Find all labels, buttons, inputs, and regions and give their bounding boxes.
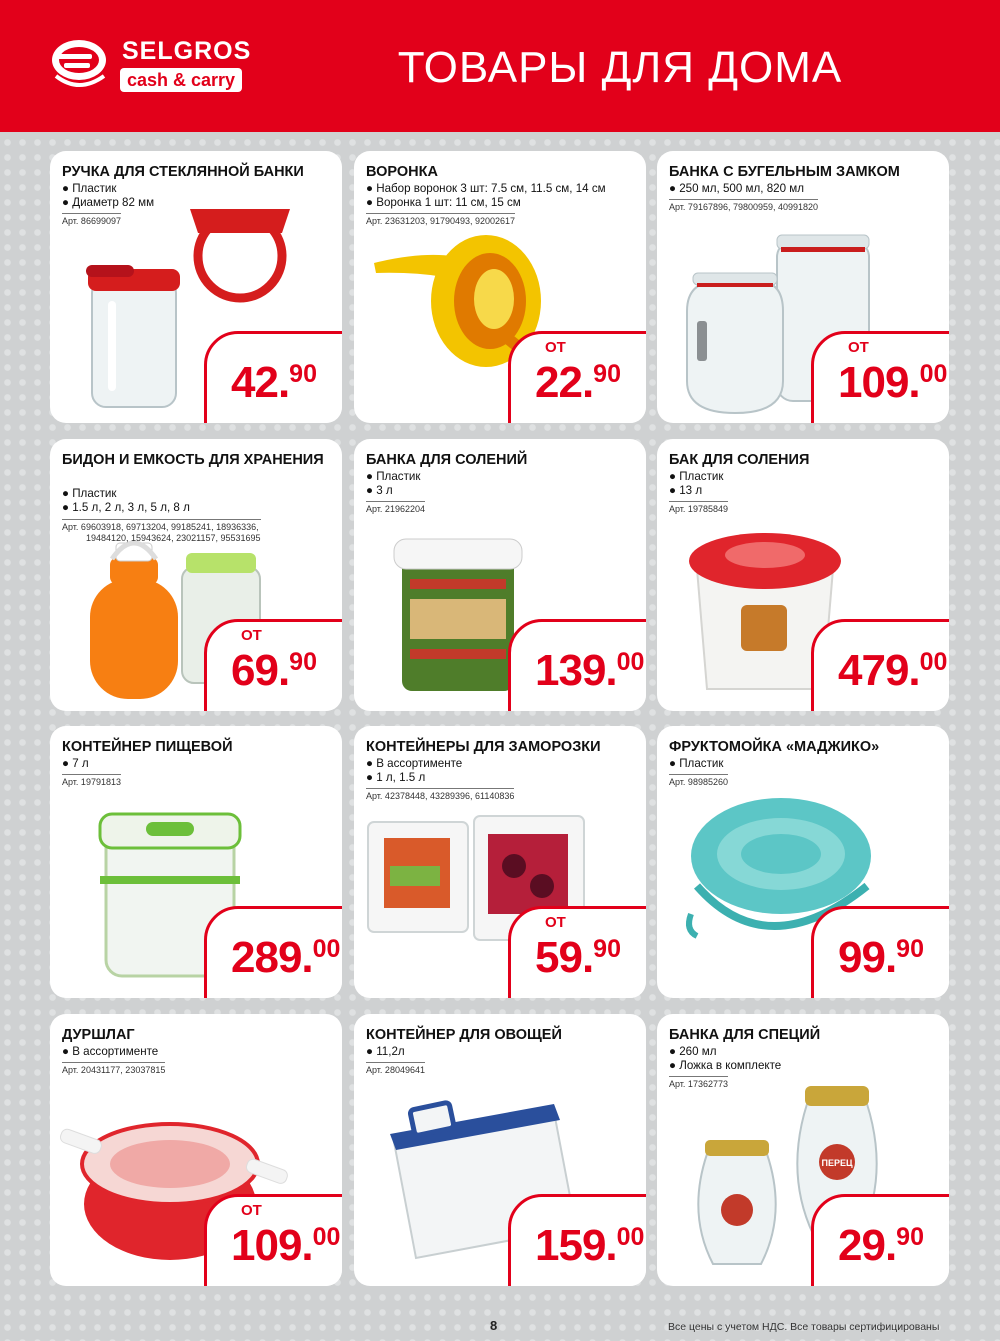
- product-title: ВОРОНКА: [366, 164, 438, 180]
- price-tag: [508, 331, 646, 423]
- price: [231, 635, 317, 708]
- product-title: КОНТЕЙНЕРЫ ДЛЯ ЗАМОРОЗКИ: [366, 739, 601, 755]
- spec-item: ● Пластик: [62, 487, 117, 500]
- article-numbers: [366, 501, 425, 515]
- article-row: Арт. 21962204: [366, 504, 425, 514]
- price-tag: [811, 619, 949, 711]
- article-row: Арт. 28049641: [366, 1065, 425, 1075]
- price-cents: 00: [312, 935, 341, 963]
- product-title: БАНКА ДЛЯ СПЕЦИЙ: [669, 1027, 821, 1043]
- price-tag: [204, 619, 342, 711]
- price: [535, 347, 621, 420]
- article-row: 19484120, 15943624, 23021157, 95531695: [86, 533, 261, 543]
- price: [231, 922, 340, 995]
- product-title: КОНТЕЙНЕР ПИЩЕВОЙ: [62, 739, 233, 755]
- article-row: Арт. 19785849: [669, 504, 728, 514]
- article-numbers: [62, 1062, 165, 1076]
- spec-item: ● Диаметр 82 мм: [62, 196, 155, 209]
- product-specs: [669, 1045, 944, 1073]
- article-numbers: [62, 213, 121, 227]
- product-specs: [366, 757, 641, 785]
- product-card-funnel: [354, 151, 646, 423]
- product-specs: [366, 182, 641, 210]
- product-title: [62, 452, 334, 469]
- product-specs: [669, 470, 944, 498]
- product-card-clip-jar: [657, 151, 949, 423]
- product-card-food-container: [50, 726, 342, 998]
- price-tag: [811, 1194, 949, 1286]
- price-tag: [204, 906, 342, 998]
- price-whole: 479.: [838, 646, 920, 695]
- article-row: Арт. 42378448, 43289396, 61140836: [366, 791, 515, 801]
- price-whole: 289.: [231, 933, 313, 982]
- page-number: 8: [490, 1318, 498, 1333]
- price-cents: 90: [289, 648, 317, 676]
- price-cents: 90: [896, 1223, 924, 1251]
- article-row: Арт. 86699097: [62, 216, 121, 226]
- spec-item: ● 1 л, 1.5 л: [366, 771, 426, 784]
- product-card-canister: [50, 439, 342, 711]
- price-whole: 139.: [535, 646, 617, 695]
- product-card-colander: [50, 1014, 342, 1286]
- article-numbers: [366, 213, 515, 227]
- article-numbers: [62, 519, 261, 544]
- article-row: Арт. 23631203, 91790493, 92002617: [366, 216, 516, 226]
- price-from-label: ОТ: [545, 914, 566, 931]
- product-specs: [62, 757, 337, 771]
- product-card-vegetable-container: [354, 1014, 646, 1286]
- price-cents: 00: [312, 1223, 341, 1251]
- product-specs: [62, 487, 337, 515]
- price: [231, 347, 317, 420]
- brand-name: SELGROS: [122, 37, 252, 65]
- price-cents: 90: [896, 935, 924, 963]
- product-card-spice-jar: [657, 1014, 949, 1286]
- spec-item: ● Пластик: [366, 470, 421, 483]
- product-title-text: БИДОН И ЕМКОСТЬ ДЛЯ ХРАНЕНИЯ: [62, 452, 324, 468]
- page-title: ТОВАРЫ ДЛЯ ДОМА: [397, 43, 843, 92]
- article-numbers: [366, 788, 514, 802]
- spec-item: ● Пластик: [669, 470, 724, 483]
- product-title: БАНКА ДЛЯ СОЛЕНИЙ: [366, 452, 528, 468]
- price-cents: 00: [616, 1223, 645, 1251]
- product-card-pickle-tank: [657, 439, 949, 711]
- selgros-logo: [48, 36, 278, 100]
- article-numbers: [669, 501, 728, 515]
- product-card-fruit-washer: [657, 726, 949, 998]
- article-row: Арт. 19791813: [62, 777, 121, 787]
- article-row: Арт. 20431177, 23037815: [62, 1065, 166, 1075]
- product-card-jar-handle: [50, 151, 342, 423]
- product-card-pickle-jar: [354, 439, 646, 711]
- price: [535, 1210, 644, 1283]
- price-cents: 90: [593, 360, 621, 388]
- spec-item: ● Пластик: [669, 757, 724, 770]
- price-whole: 109.: [838, 358, 920, 407]
- footer-disclaimer: Все цены с учетом НДС. Все товары сертифицированы: [668, 1321, 940, 1333]
- price-whole: 42.: [231, 358, 290, 407]
- article-numbers: [62, 774, 121, 788]
- price-cents: 90: [289, 360, 317, 388]
- price-cents: 90: [593, 935, 621, 963]
- price-tag: [508, 1194, 646, 1286]
- product-title: КОНТЕЙНЕР ДЛЯ ОВОЩЕЙ: [366, 1027, 562, 1043]
- article-row: Арт. 98985260: [669, 777, 728, 787]
- product-title: РУЧКА ДЛЯ СТЕКЛЯННОЙ БАНКИ: [62, 164, 304, 180]
- spec-item: ● 260 мл: [669, 1045, 717, 1058]
- price: [231, 1210, 340, 1283]
- product-title: БАНКА С БУГЕЛЬНЫМ ЗАМКОМ: [669, 164, 900, 180]
- price: [535, 635, 644, 708]
- price-whole: 59.: [535, 933, 594, 982]
- spec-item: ● 13 л: [669, 484, 703, 497]
- article-row: Арт. 69603918, 69713204, 99185241, 18936336,: [62, 522, 259, 532]
- spec-item: ● В ассортименте: [62, 1045, 159, 1058]
- price-whole: 99.: [838, 933, 897, 982]
- price-whole: 159.: [535, 1221, 617, 1270]
- price-from-label: ОТ: [848, 339, 869, 356]
- price-whole: 69.: [231, 646, 290, 695]
- spec-item: ● Воронка 1 шт: 11 см, 15 см: [366, 196, 521, 209]
- product-title: ФРУКТОМОЙКА «МАДЖИКО»: [669, 739, 880, 755]
- article-numbers: [366, 1062, 425, 1076]
- spec-item: ● 250 мл, 500 мл, 820 мл: [669, 182, 805, 195]
- product-card-freezer-containers: [354, 726, 646, 998]
- product-title: ДУРШЛАГ: [62, 1027, 135, 1043]
- price-tag: [204, 1194, 342, 1286]
- product-specs: [366, 1045, 641, 1059]
- price-whole: 109.: [231, 1221, 313, 1270]
- product-specs: [62, 1045, 337, 1059]
- product-specs: [669, 182, 944, 196]
- price-from-label: ОТ: [545, 339, 566, 356]
- spec-item: ● В ассортименте: [366, 757, 463, 770]
- product-specs: [62, 182, 337, 210]
- page-header: [0, 0, 1000, 132]
- price: [838, 347, 947, 420]
- price-cents: 00: [919, 648, 948, 676]
- spec-item: ● 1.5 л, 2 л, 3 л, 5 л, 8 л: [62, 501, 190, 514]
- price-tag: [508, 619, 646, 711]
- price-tag: [811, 331, 949, 423]
- spice-jar-label: ПЕРЕЦ: [821, 1158, 853, 1168]
- price-from-label: ОТ: [241, 627, 262, 644]
- price-cents: 00: [919, 360, 948, 388]
- brand-tagline: cash & carry: [120, 68, 242, 92]
- price: [838, 922, 924, 995]
- spec-item: ● Пластик: [62, 182, 117, 195]
- product-specs: [669, 757, 944, 771]
- price-from-label: ОТ: [241, 1202, 262, 1219]
- article-row: Арт. 79167896, 79800959, 40991820: [669, 202, 819, 212]
- article-numbers: [669, 774, 728, 788]
- article-numbers: [669, 1076, 728, 1090]
- spec-item: ● 11,2л: [366, 1045, 405, 1058]
- price-whole: 29.: [838, 1221, 897, 1270]
- product-specs: [366, 470, 641, 498]
- spec-item: ● 7 л: [62, 757, 89, 770]
- spec-item: ● Ложка в комплекте: [669, 1059, 782, 1072]
- price: [838, 635, 947, 708]
- price: [838, 1210, 924, 1283]
- product-title: БАК ДЛЯ СОЛЕНИЯ: [669, 452, 810, 468]
- article-row: Арт. 17362773: [669, 1079, 728, 1089]
- price-tag: [811, 906, 949, 998]
- price-tag: [204, 331, 342, 423]
- price-tag: [508, 906, 646, 998]
- price-whole: 22.: [535, 358, 594, 407]
- article-numbers: [669, 199, 818, 213]
- spec-item: ● 3 л: [366, 484, 393, 497]
- selgros-basket-icon: [48, 36, 114, 96]
- price: [535, 922, 621, 995]
- price-cents: 00: [616, 648, 645, 676]
- spec-item: ● Набор воронок 3 шт: 7.5 см, 11.5 см, 14 см: [366, 182, 606, 195]
